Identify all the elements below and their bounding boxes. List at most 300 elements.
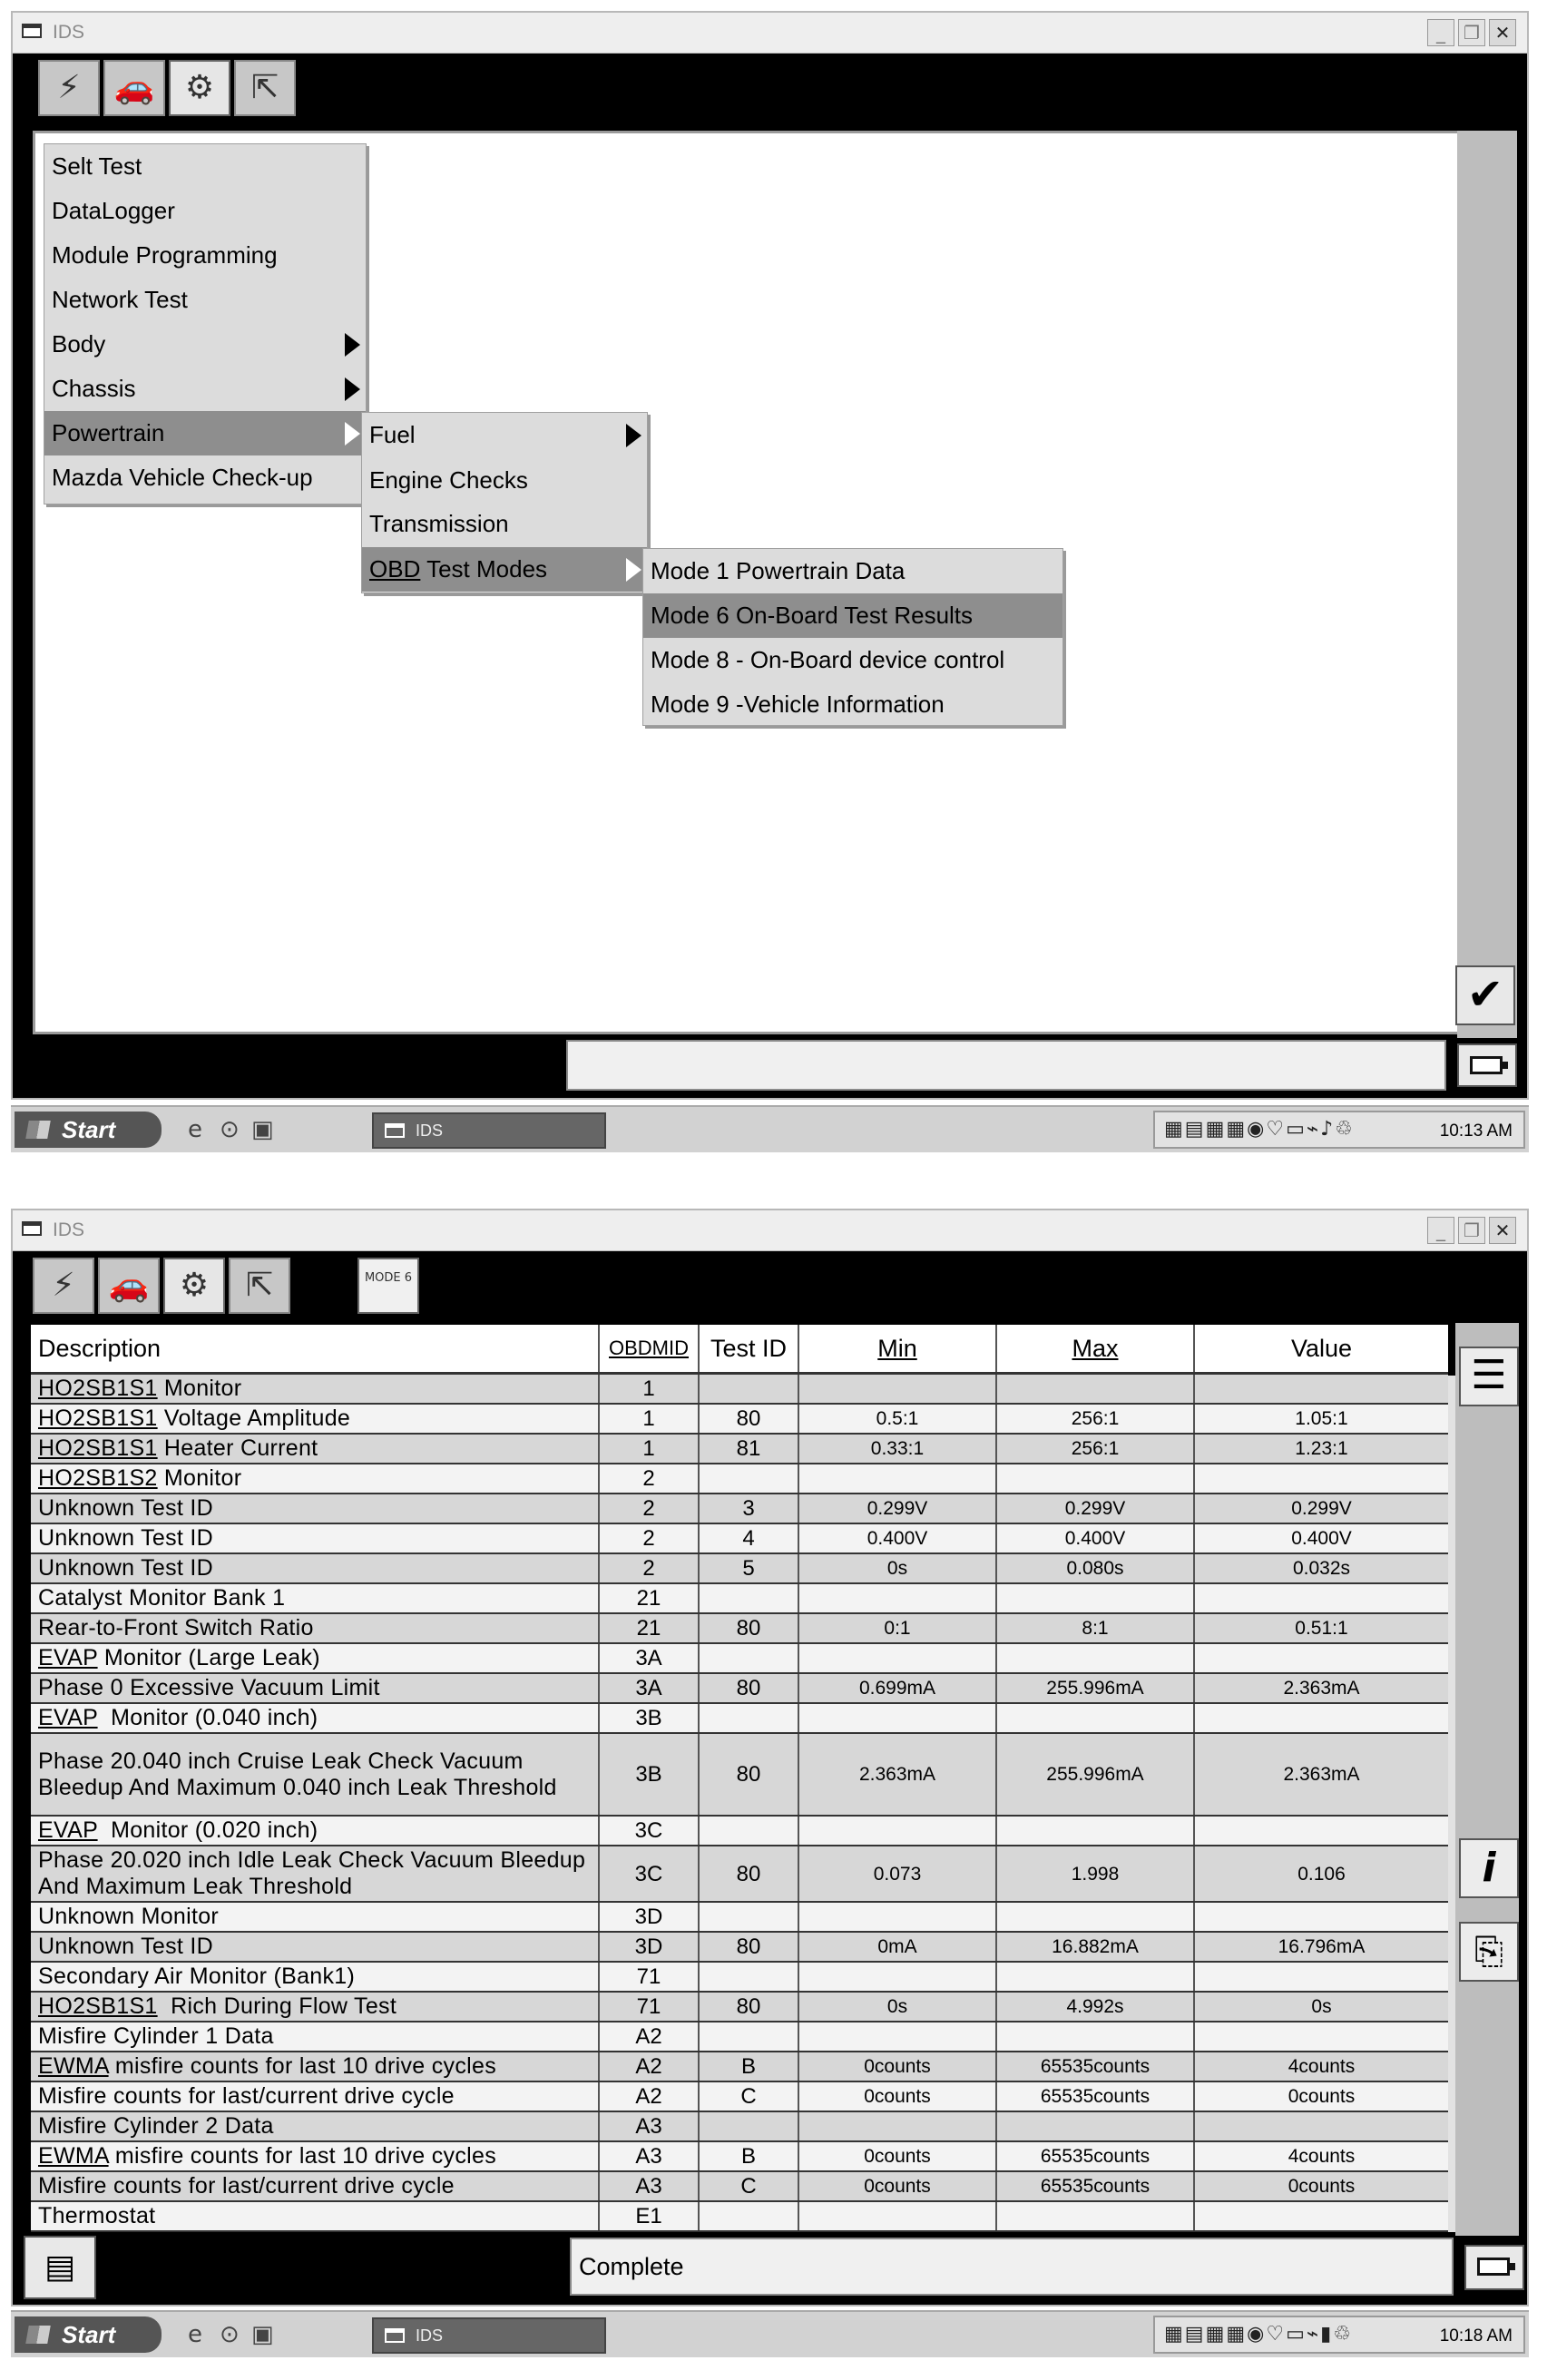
cell-min: 0counts: [798, 2081, 996, 2111]
cell-description: [31, 1583, 599, 1613]
cell-test-id: [699, 2111, 798, 2141]
windows-flag-icon: [25, 2326, 51, 2344]
menu-item-engine-checks[interactable]: Engine Checks: [369, 466, 528, 494]
cell-description: [31, 1816, 599, 1846]
cell-description: [31, 1553, 599, 1583]
vehicle-tool-icon[interactable]: 🚗: [98, 1258, 160, 1314]
description-text: Heater Current: [157, 1435, 318, 1461]
ie-icon[interactable]: e: [188, 1116, 202, 1143]
table-row[interactable]: [31, 2022, 1448, 2052]
cell-obdmid: 3B: [599, 1703, 699, 1733]
cell-description: [31, 1643, 599, 1673]
cell-min: [798, 1902, 996, 1932]
description-abbreviation: EVAP: [38, 1705, 98, 1730]
cell-description: [31, 1374, 599, 1405]
signpost-tool-icon[interactable]: ⇱: [234, 60, 296, 116]
cell-value: 0counts: [1194, 2171, 1448, 2201]
right-side-panel: [1455, 1323, 1519, 2236]
main-menu: [44, 143, 367, 504]
cell-test-id: 80: [699, 1673, 798, 1703]
cell-max: 65535counts: [996, 2171, 1194, 2201]
cell-test-id: C: [699, 2171, 798, 2201]
cell-value: 0.400V: [1194, 1523, 1448, 1553]
menu-item-network-test[interactable]: Network Test: [52, 286, 188, 313]
description-text: Unknown Test ID: [38, 1934, 214, 1959]
table-row[interactable]: [31, 1902, 1448, 1932]
tray-icons[interactable]: ▦▤▦▦◉♡▭⌁♪♲: [1164, 1118, 1355, 1141]
table-body: [31, 1374, 1448, 2232]
cell-value: [1194, 1374, 1448, 1405]
cell-test-id: [699, 1703, 798, 1733]
cell-obdmid: E1: [599, 2201, 699, 2231]
description-text: Thermostat: [38, 2203, 156, 2228]
cell-test-id: [699, 1583, 798, 1613]
info-button[interactable]: [1459, 1838, 1519, 1898]
description-text: Unknown Monitor: [38, 1904, 220, 1929]
description-text: Misfire counts for last/current drive cycle: [38, 2083, 455, 2109]
notes-button[interactable]: [24, 2236, 96, 2299]
cell-test-id: 80: [699, 1846, 798, 1902]
cell-test-id: [699, 1902, 798, 1932]
clock: 10:13 AM: [1439, 1121, 1513, 1141]
cell-test-id: [699, 1816, 798, 1846]
table-row[interactable]: [31, 1404, 1448, 1434]
cell-obdmid: 3C: [599, 1846, 699, 1902]
submenu-arrow-icon: [345, 333, 360, 357]
table-row[interactable]: [31, 1523, 1448, 1553]
cell-description: [31, 1733, 599, 1816]
cell-obdmid: A2: [599, 2052, 699, 2081]
cell-obdmid: 2: [599, 1553, 699, 1583]
cell-obdmid: 71: [599, 1992, 699, 2022]
cell-value: 2.363mA: [1194, 1733, 1448, 1816]
description-abbreviation: HO2SB1S1: [38, 1376, 158, 1401]
description-text: Monitor: [157, 1465, 242, 1491]
table-row[interactable]: [31, 1673, 1448, 1703]
cell-value: [1194, 2022, 1448, 2052]
table-row[interactable]: [31, 1553, 1448, 1583]
cell-description: [31, 2141, 599, 2171]
table-row[interactable]: [31, 1434, 1448, 1464]
cell-min: [798, 1703, 996, 1733]
table-row[interactable]: [31, 2141, 1448, 2171]
description-text: Voltage Amplitude: [157, 1405, 351, 1431]
cell-max: [996, 2022, 1194, 2052]
cell-min: [798, 2201, 996, 2231]
table-row[interactable]: [31, 1613, 1448, 1643]
taskbar-item-ids[interactable]: [372, 2317, 606, 2354]
cell-max: 4.992s: [996, 1992, 1194, 2022]
cell-max: [996, 1583, 1194, 1613]
cell-max: [996, 1703, 1194, 1733]
mode6-results-table: [31, 1325, 1448, 2232]
cell-max: [996, 1464, 1194, 1494]
column-header-description[interactable]: Description: [31, 1325, 599, 1374]
cell-obdmid: 3C: [599, 1816, 699, 1846]
cell-max: 255.996mA: [996, 1673, 1194, 1703]
connector-tool-icon[interactable]: ⚡: [33, 1258, 94, 1314]
cell-max: [996, 1962, 1194, 1992]
system-tray: [1153, 1111, 1525, 1149]
table-row[interactable]: [31, 1992, 1448, 2022]
cell-obdmid: 71: [599, 1962, 699, 1992]
description-text: Unknown Test ID: [38, 1525, 214, 1551]
window-icon: [22, 24, 42, 38]
toolbox-tool-icon[interactable]: ⚙: [169, 60, 230, 116]
menu-item-mode-1[interactable]: Mode 1 Powertrain Data: [651, 557, 906, 584]
description-text: Secondary Air Monitor (Bank1): [38, 1964, 356, 1989]
cell-test-id: 5: [699, 1553, 798, 1583]
cell-test-id: 3: [699, 1494, 798, 1523]
menu-item-mazda-vehicle-check-up[interactable]: Mazda Vehicle Check-up: [52, 464, 313, 491]
cell-max: 8:1: [996, 1613, 1194, 1643]
right-side-panel: [1457, 131, 1517, 1038]
cell-value: 1.23:1: [1194, 1434, 1448, 1464]
cell-test-id: [699, 1374, 798, 1405]
obd-test-modes-submenu: [642, 548, 1063, 726]
table-row[interactable]: [31, 2201, 1448, 2231]
list-icon: ☰: [1471, 1352, 1507, 1398]
toolbox-tool-icon[interactable]: ⚙: [163, 1258, 225, 1314]
submenu-arrow-icon: [626, 424, 641, 447]
submenu-arrow-icon: [626, 558, 641, 582]
cell-description: [31, 1494, 599, 1523]
window-title: IDS: [53, 22, 85, 43]
cell-min: [798, 1962, 996, 1992]
cell-max: 0.299V: [996, 1494, 1194, 1523]
description-text: misfire counts for last 10 drive cycles: [108, 2143, 497, 2169]
menu-item-powertrain[interactable]: [44, 411, 366, 455]
close-button[interactable]: ✕: [1489, 19, 1516, 46]
cell-min: 0counts: [798, 2052, 996, 2081]
description-text: Misfire Cylinder 2 Data: [38, 2113, 274, 2139]
cell-test-id: 80: [699, 1613, 798, 1643]
cell-min: 0s: [798, 1553, 996, 1583]
cell-min: 0counts: [798, 2171, 996, 2201]
cell-obdmid: A2: [599, 2022, 699, 2052]
cell-max: [996, 1643, 1194, 1673]
tick-button[interactable]: ✔: [1455, 965, 1515, 1025]
table-row[interactable]: [31, 1962, 1448, 1992]
cell-min: 0mA: [798, 1932, 996, 1962]
cell-description: [31, 1703, 599, 1733]
description-abbreviation: HO2SB1S1: [38, 1405, 158, 1431]
ie-icon[interactable]: e: [188, 2321, 202, 2348]
taskbar-item-label: IDS: [416, 1121, 444, 1140]
menu-item-label: Body: [52, 330, 106, 357]
cell-obdmid: A3: [599, 2111, 699, 2141]
cell-value: 16.796mA: [1194, 1932, 1448, 1962]
description-abbreviation: HO2SB1S2: [38, 1465, 158, 1491]
cell-max: [996, 1374, 1194, 1405]
cell-value: [1194, 2111, 1448, 2141]
cell-value: 4counts: [1194, 2141, 1448, 2171]
cell-min: 0:1: [798, 1613, 996, 1643]
cell-obdmid: 21: [599, 1583, 699, 1613]
menu-item-label: Chassis: [52, 375, 136, 402]
cell-min: [798, 1583, 996, 1613]
description-abbreviation: EVAP: [38, 1817, 98, 1843]
clock: 10:18 AM: [1439, 2326, 1513, 2346]
menu-item-self-test[interactable]: Selt Test: [52, 152, 142, 180]
table-row[interactable]: [31, 1932, 1448, 1962]
windows-flag-icon: [25, 1121, 51, 1139]
battery-icon: [1470, 1056, 1503, 1074]
description-text: Rich During Flow Test: [157, 1993, 397, 2019]
window-icon: [385, 1123, 405, 1138]
table-row[interactable]: [31, 2111, 1448, 2141]
cell-description: [31, 2171, 599, 2201]
cell-obdmid: 3D: [599, 1902, 699, 1932]
tray-icons[interactable]: ▦▤▦▦◉♡▭⌁▮♲: [1164, 2323, 1353, 2346]
menu-item-mode-6[interactable]: Mode 6 On-Board Test Results: [643, 593, 1062, 638]
window-title: IDS: [53, 1219, 85, 1240]
minimize-button[interactable]: _: [1427, 1217, 1454, 1244]
column-header-max[interactable]: Max: [996, 1325, 1194, 1374]
description-text: Monitor (0.040 inch): [97, 1705, 318, 1730]
cell-test-id: 4: [699, 1523, 798, 1553]
cell-obdmid: A2: [599, 2081, 699, 2111]
media-icon[interactable]: ⊙: [220, 2321, 240, 2348]
table-row[interactable]: [31, 1464, 1448, 1494]
cell-obdmid: 3B: [599, 1733, 699, 1816]
minimize-button[interactable]: _: [1427, 19, 1454, 46]
status-field: [566, 1040, 1446, 1091]
menu-item-mode-8[interactable]: Mode 8 - On-Board device control: [651, 646, 1005, 673]
cell-obdmid: 2: [599, 1464, 699, 1494]
cell-value: 0.51:1: [1194, 1613, 1448, 1643]
cell-min: 0s: [798, 1992, 996, 2022]
cell-value: 0.032s: [1194, 1553, 1448, 1583]
cell-description: [31, 1464, 599, 1494]
cell-description: [31, 1404, 599, 1434]
cell-min: 0.5:1: [798, 1404, 996, 1434]
description-text: Monitor (Large Leak): [97, 1645, 320, 1670]
cell-max: 256:1: [996, 1404, 1194, 1434]
column-header-obdmid[interactable]: OBDMID: [599, 1325, 699, 1374]
description-text: Unknown Test ID: [38, 1555, 214, 1581]
cell-test-id: 80: [699, 1992, 798, 2022]
list-view-button[interactable]: [1459, 1347, 1519, 1406]
cell-value: [1194, 1643, 1448, 1673]
start-button[interactable]: [15, 2316, 162, 2353]
cell-value: [1194, 2201, 1448, 2231]
cell-test-id: [699, 2022, 798, 2052]
cell-test-id: [699, 2201, 798, 2231]
description-text: Phase 20.040 inch Cruise Leak Check Vacuum Bleedup And Maximum 0.040 inch Leak Threshold: [38, 1748, 557, 1800]
cell-max: 65535counts: [996, 2081, 1194, 2111]
restore-button[interactable]: ❐: [1458, 19, 1485, 46]
description-text: Unknown Test ID: [38, 1495, 214, 1521]
title-bar: [13, 1210, 1527, 1251]
cell-obdmid: 3A: [599, 1673, 699, 1703]
battery-icon: [1477, 2258, 1510, 2276]
menu-item-label: Powertrain: [52, 419, 165, 446]
powertrain-submenu: [361, 412, 648, 593]
cell-test-id: 80: [699, 1733, 798, 1816]
battery-button[interactable]: [1464, 2245, 1524, 2290]
description-abbreviation: HO2SB1S1: [38, 1435, 158, 1461]
title-bar: [13, 13, 1527, 54]
cell-value: 4counts: [1194, 2052, 1448, 2081]
cell-value: 2.363mA: [1194, 1673, 1448, 1703]
cell-value: [1194, 1703, 1448, 1733]
cell-obdmid: 2: [599, 1523, 699, 1553]
report-button[interactable]: [1459, 1922, 1519, 1982]
cell-value: 0s: [1194, 1992, 1448, 2022]
start-button[interactable]: [15, 1112, 162, 1148]
menu-item-transmission[interactable]: Transmission: [369, 510, 509, 537]
cell-obdmid: A3: [599, 2141, 699, 2171]
menu-item-body[interactable]: [44, 322, 366, 367]
cell-description: [31, 1523, 599, 1553]
taskbar: [11, 1105, 1529, 1152]
start-label: Start: [62, 2321, 116, 2348]
cell-max: 256:1: [996, 1434, 1194, 1464]
window-icon: [22, 1221, 42, 1236]
window-icon: [385, 2328, 405, 2343]
cell-min: [798, 1643, 996, 1673]
battery-button[interactable]: [1457, 1043, 1517, 1087]
table-row[interactable]: [31, 1816, 1448, 1846]
taskbar-item-ids[interactable]: [372, 1112, 606, 1149]
menu-item-fuel[interactable]: [362, 413, 647, 457]
start-label: Start: [62, 1116, 116, 1143]
cell-value: [1194, 1583, 1448, 1613]
table-row[interactable]: [31, 2081, 1448, 2111]
column-header-test-id[interactable]: Test ID: [699, 1325, 798, 1374]
cell-description: [31, 1673, 599, 1703]
cell-min: [798, 2111, 996, 2141]
cell-obdmid: 21: [599, 1613, 699, 1643]
cell-obdmid: 3D: [599, 1932, 699, 1962]
cell-max: 0.080s: [996, 1553, 1194, 1583]
menu-item-mode-9[interactable]: Mode 9 -Vehicle Information: [651, 690, 945, 718]
table-row[interactable]: [31, 1846, 1448, 1902]
cell-description: [31, 2052, 599, 2081]
cell-description: [31, 1962, 599, 1992]
close-button[interactable]: ✕: [1489, 1217, 1516, 1244]
cell-test-id: C: [699, 2081, 798, 2111]
cell-min: 0.699mA: [798, 1673, 996, 1703]
cell-test-id: B: [699, 2052, 798, 2081]
vehicle-tool-icon[interactable]: 🚗: [103, 60, 165, 116]
column-header-min[interactable]: Min: [798, 1325, 996, 1374]
cell-value: 0.106: [1194, 1846, 1448, 1902]
table-row[interactable]: [31, 2171, 1448, 2201]
description-text: Monitor (0.020 inch): [97, 1817, 318, 1843]
cell-test-id: [699, 1643, 798, 1673]
cell-description: [31, 1846, 599, 1902]
menu-item-chassis[interactable]: [44, 367, 366, 411]
signpost-tool-icon[interactable]: ⇱: [229, 1258, 290, 1314]
cell-obdmid: A3: [599, 2171, 699, 2201]
desktop-icon[interactable]: ▣: [251, 2321, 274, 2348]
cell-max: [996, 1902, 1194, 1932]
cell-min: 0counts: [798, 2141, 996, 2171]
cell-max: 0.400V: [996, 1523, 1194, 1553]
mode6-tab-label: MODE 6: [364, 1271, 413, 1285]
document-icon: ▤: [44, 2248, 75, 2286]
info-icon: i: [1482, 1845, 1496, 1891]
cell-min: [798, 1374, 996, 1405]
cell-test-id: B: [699, 2141, 798, 2171]
cell-max: [996, 2201, 1194, 2231]
submenu-arrow-icon: [345, 377, 360, 401]
desktop-icon[interactable]: ▣: [251, 1116, 274, 1143]
table-row[interactable]: [31, 1494, 1448, 1523]
connector-tool-icon[interactable]: ⚡: [38, 60, 100, 116]
description-abbreviation: EWMA: [38, 2053, 109, 2079]
cell-test-id: [699, 1464, 798, 1494]
system-tray: [1153, 2316, 1525, 2354]
status-field: Complete: [570, 2238, 1454, 2296]
cell-min: [798, 1464, 996, 1494]
menu-item-datalogger[interactable]: DataLogger: [52, 197, 175, 224]
description-text: misfire counts for last 10 drive cycles: [108, 2053, 497, 2079]
cell-description: [31, 1992, 599, 2022]
cell-obdmid: 3A: [599, 1643, 699, 1673]
submenu-arrow-icon: [345, 422, 360, 446]
cell-max: 255.996mA: [996, 1733, 1194, 1816]
table-row[interactable]: [31, 1374, 1448, 1405]
cell-value: [1194, 1464, 1448, 1494]
cell-value: 1.05:1: [1194, 1404, 1448, 1434]
cell-test-id: 80: [699, 1404, 798, 1434]
description-text: Misfire counts for last/current drive cycle: [38, 2173, 455, 2199]
cell-max: 16.882mA: [996, 1932, 1194, 1962]
cell-value: [1194, 1902, 1448, 1932]
restore-button[interactable]: ❐: [1458, 1217, 1485, 1244]
cell-min: 0.299V: [798, 1494, 996, 1523]
cell-max: [996, 1816, 1194, 1846]
cell-min: 2.363mA: [798, 1733, 996, 1816]
table-row[interactable]: [31, 1583, 1448, 1613]
cell-obdmid: 1: [599, 1374, 699, 1405]
cell-obdmid: 1: [599, 1404, 699, 1434]
table-row[interactable]: [31, 2052, 1448, 2081]
cell-max: [996, 2111, 1194, 2141]
taskbar-item-label: IDS: [416, 2326, 444, 2345]
cell-obdmid: 2: [599, 1494, 699, 1523]
table-header-row: [31, 1325, 1448, 1374]
cell-max: 65535counts: [996, 2052, 1194, 2081]
table-row[interactable]: [31, 1703, 1448, 1733]
table-row[interactable]: [31, 1733, 1448, 1816]
cell-value: 0counts: [1194, 2081, 1448, 2111]
menu-item-module-programming[interactable]: Module Programming: [52, 241, 278, 269]
cell-min: 0.33:1: [798, 1434, 996, 1464]
cell-description: [31, 1434, 599, 1464]
table-row[interactable]: [31, 1643, 1448, 1673]
cell-min: 0.400V: [798, 1523, 996, 1553]
cell-test-id: 80: [699, 1932, 798, 1962]
mode6-tab[interactable]: [357, 1258, 419, 1314]
menu-item-label-mnemonic: OBD: [369, 555, 421, 583]
cell-test-id: [699, 1962, 798, 1992]
description-text: Monitor: [157, 1376, 242, 1401]
description-text: Phase 20.020 inch Idle Leak Check Vacuum Bleedup And Maximum Leak Threshold: [38, 1847, 592, 1899]
description-text: Misfire Cylinder 1 Data: [38, 2023, 274, 2049]
column-header-value[interactable]: Value: [1194, 1325, 1448, 1374]
menu-item-obd-test-modes[interactable]: [362, 547, 647, 592]
cell-value: [1194, 1816, 1448, 1846]
description-abbreviation: EVAP: [38, 1645, 98, 1670]
cell-description: [31, 2111, 599, 2141]
description-abbreviation: HO2SB1S1: [38, 1993, 158, 2019]
cell-min: [798, 1816, 996, 1846]
media-icon[interactable]: ⊙: [220, 1116, 240, 1143]
